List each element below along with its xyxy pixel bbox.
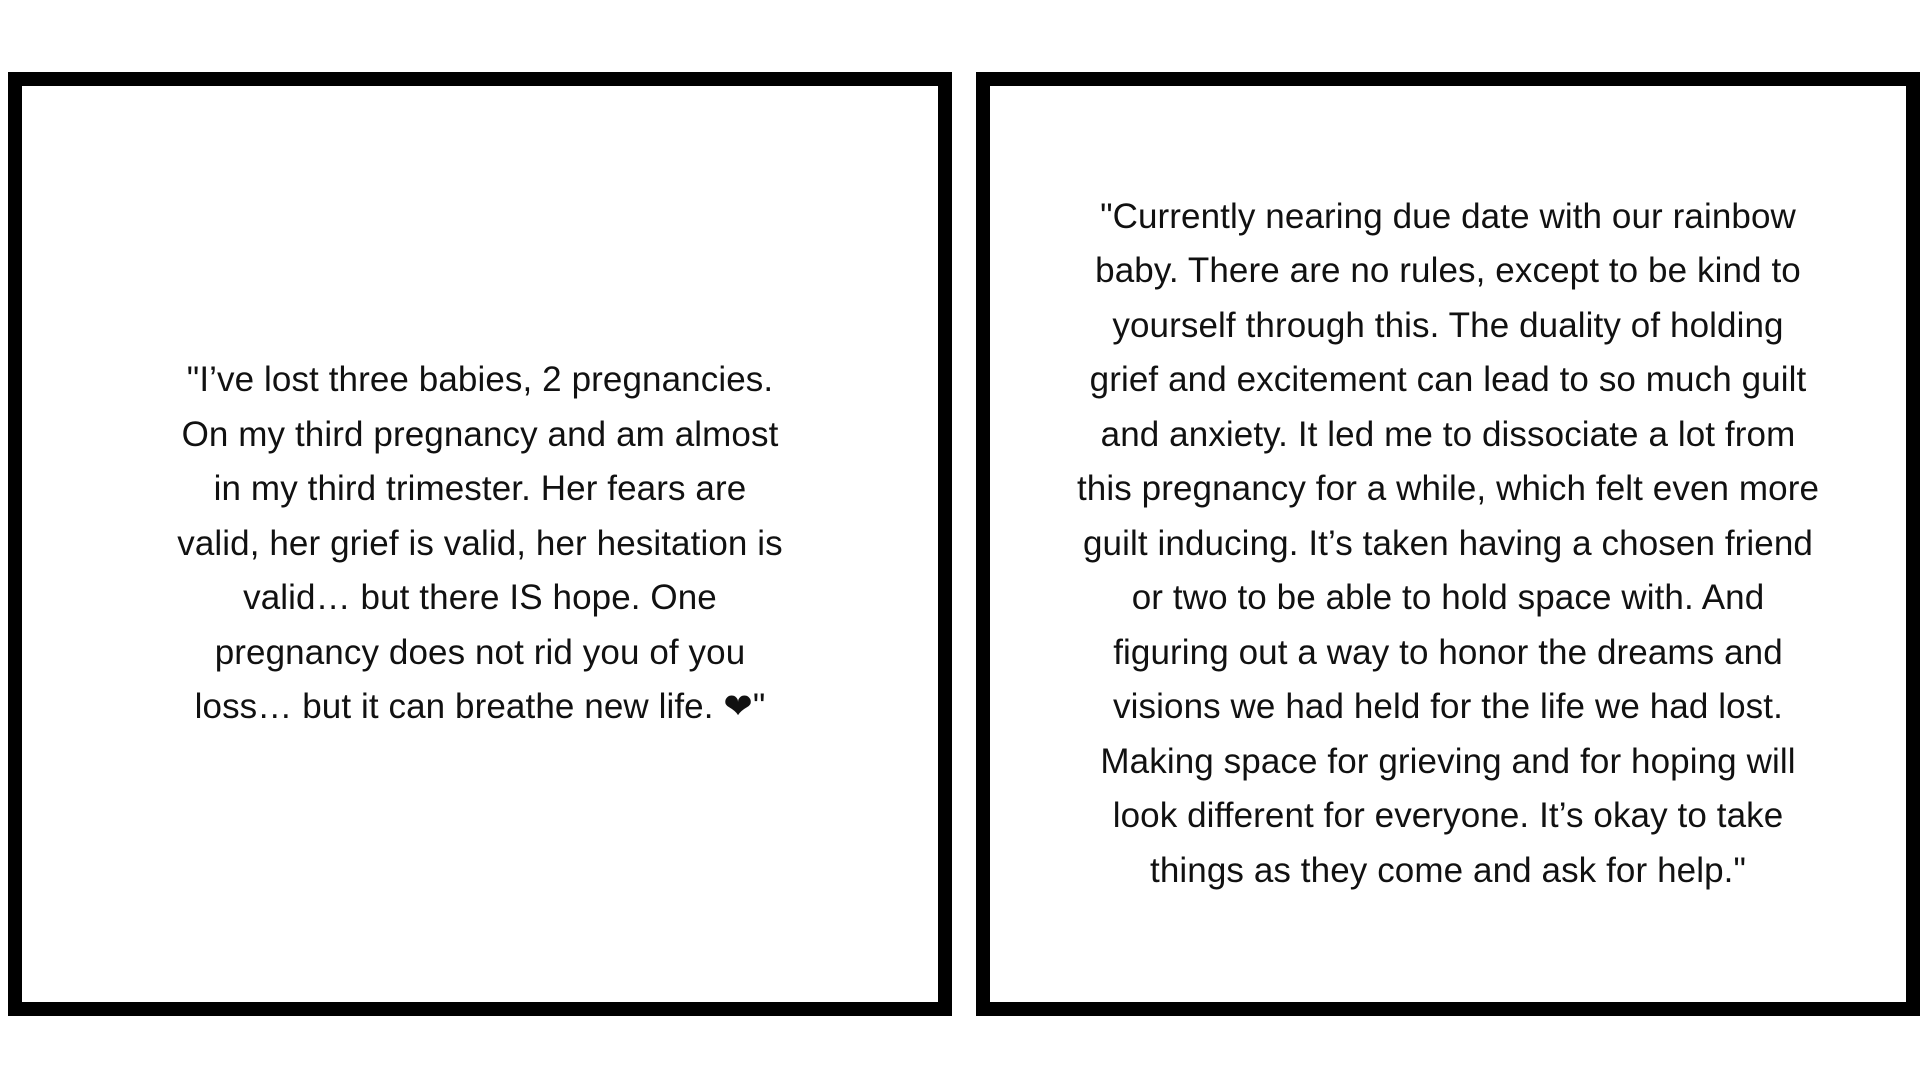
quote-line: and anxiety. It led me to dissociate a lot from: [1100, 414, 1796, 454]
quote-line: in my third trimester. Her fears are: [213, 469, 747, 509]
quote-line: Making space for grieving and for hoping will: [1100, 741, 1796, 781]
quote-line: "Currently nearing due date with our rainbow: [1100, 196, 1796, 236]
quote-line: figuring out a way to honor the dreams and: [1113, 632, 1783, 672]
quote-line: things as they come and ask for help.": [1150, 850, 1746, 890]
quote-line: baby. There are no rules, except to be kind to: [1095, 251, 1801, 291]
quote-line: look different for everyone. It’s okay to take: [1112, 796, 1784, 836]
quote-text-left: [140, 353, 820, 735]
quote-line: On my third pregnancy and am almost: [181, 414, 779, 454]
quote-line: "I’ve lost three babies, 2 pregnancies.: [186, 360, 774, 400]
quote-line: yourself through this. The duality of holding: [1112, 305, 1784, 345]
quote-line: valid, her grief is valid, her hesitation is: [177, 523, 783, 563]
quote-line: pregnancy does not rid you of you: [214, 632, 746, 672]
quote-line: or two to be able to hold space with. And: [1131, 578, 1765, 618]
quote-line: valid… but there IS hope. One: [243, 578, 717, 618]
quote-line: visions we had held for the life we had lost.: [1113, 687, 1783, 727]
quote-line: loss… but it can breathe new life. ❤": [194, 687, 766, 727]
quote-text-right: [1033, 190, 1863, 899]
quote-line: guilt inducing. It’s taken having a chosen friend: [1082, 523, 1813, 563]
quote-card-right: [976, 72, 1920, 1016]
quote-line: this pregnancy for a while, which felt even more: [1076, 469, 1820, 509]
quote-card-left: [8, 72, 952, 1016]
quote-line: grief and excitement can lead to so much guilt: [1089, 360, 1807, 400]
